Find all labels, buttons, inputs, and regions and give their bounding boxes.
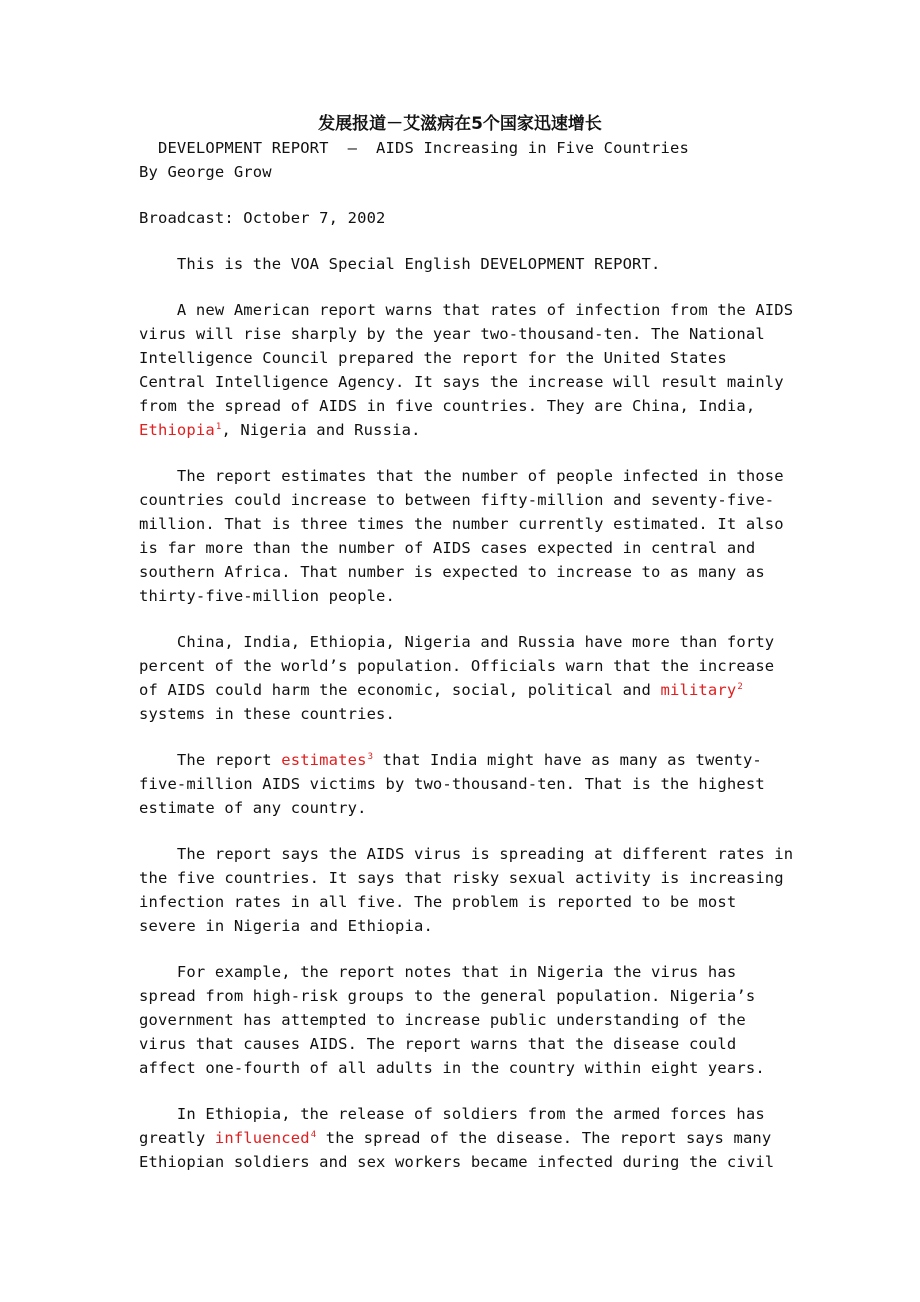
paragraph-line: government has attempted to increase public understanding of the	[139, 1011, 746, 1029]
vocab-link-estimates[interactable]: estimates	[281, 751, 367, 769]
paragraph-7	[139, 960, 799, 1080]
paragraph-line: countries could increase to between fifty-million and seventy-five-	[139, 491, 775, 509]
document-title: 发展报道－艾滋病在5个国家迅速增长	[318, 114, 602, 134]
paragraph-line: southern Africa. That number is expected to increase to as many as	[139, 563, 765, 581]
paragraph-line	[139, 678, 799, 702]
paragraph-5	[139, 748, 799, 820]
paragraph-line: is far more than the number of AIDS cases expected in central and	[139, 539, 756, 557]
paragraph-line: percent of the world’s population. Officials warn that the increase	[139, 657, 775, 675]
paragraph-line: systems in these countries.	[139, 705, 396, 723]
broadcast-date: Broadcast: October 7, 2002	[139, 209, 386, 227]
paragraph-3	[139, 464, 799, 608]
paragraph-line: spread from high-risk groups to the general population. Nigeria’s	[139, 987, 756, 1005]
vocab-link-military[interactable]: military	[660, 681, 737, 699]
byline: By George Grow	[139, 163, 272, 181]
subtitle: DEVELOPMENT REPORT – AIDS Increasing in Five Countries	[139, 139, 689, 157]
paragraph-line: affect one-fourth of all adults in the country within eight years.	[139, 1059, 765, 1077]
article-body	[139, 136, 799, 1174]
paragraph-line: The report says the AIDS virus is spreading at different rates in	[139, 845, 794, 863]
paragraph-4	[139, 630, 799, 726]
paragraph-line: infection rates in all five. The problem is reported to be most	[139, 893, 737, 911]
footnote-marker[interactable]: 3	[367, 752, 374, 762]
paragraph-6	[139, 842, 799, 938]
paragraph-text: greatly	[139, 1129, 215, 1147]
paragraph-line: the five countries. It says that risky sexual activity is increasing	[139, 869, 784, 887]
vocab-link-influenced[interactable]: influenced	[214, 1129, 310, 1147]
paragraph-line	[139, 418, 799, 442]
paragraph-line: Intelligence Council prepared the report for the United States	[139, 349, 727, 367]
paragraph-line	[139, 748, 799, 772]
paragraph-line: million. That is three times the number currently estimated. It also	[139, 515, 784, 533]
paragraph-line: from the spread of AIDS in five countries. They are China, India,	[139, 397, 756, 415]
footnote-marker[interactable]: 2	[737, 682, 743, 692]
paragraph-line: The report estimates that the number of people infected in those	[139, 467, 784, 485]
paragraph-text: , Nigeria and Russia.	[221, 421, 421, 439]
paragraph-line: five-million AIDS victims by two-thousand-ten. That is the highest	[139, 775, 765, 793]
paragraph-text: The report	[139, 751, 282, 769]
paragraph-line: thirty-five-million people.	[139, 587, 396, 605]
paragraph-line: This is the VOA Special English DEVELOPMENT REPORT.	[139, 255, 661, 273]
paragraph-line: China, India, Ethiopia, Nigeria and Russia have more than forty	[139, 633, 775, 651]
paragraph-line: For example, the report notes that in Nigeria the virus has	[139, 963, 737, 981]
paragraph-line: A new American report warns that rates of infection from the AIDS	[139, 301, 794, 319]
footnote-marker[interactable]: 4	[310, 1130, 317, 1140]
paragraph-2	[139, 298, 799, 442]
paragraph-line: severe in Nigeria and Ethiopia.	[139, 917, 433, 935]
paragraph-line: Ethiopian soldiers and sex workers became infected during the civil	[139, 1153, 775, 1171]
paragraph-line: Central Intelligence Agency. It says the increase will result mainly	[139, 373, 784, 391]
paragraph-8	[139, 1102, 799, 1174]
paragraph-text: the spread of the disease. The report says many	[316, 1129, 772, 1147]
paragraph-1	[139, 252, 799, 276]
footnote-marker[interactable]: 1	[215, 422, 222, 432]
paragraph-line	[139, 1126, 799, 1150]
paragraph-text: of AIDS could harm the economic, social, political and	[139, 681, 661, 699]
paragraph-line: In Ethiopia, the release of soldiers from the armed forces has	[139, 1105, 765, 1123]
paragraph-line: virus will rise sharply by the year two-thousand-ten. The National	[139, 325, 765, 343]
paragraph-line: virus that causes AIDS. The report warns that the disease could	[139, 1035, 737, 1053]
paragraph-line: estimate of any country.	[139, 799, 367, 817]
paragraph-text: that India might have as many as twenty-	[373, 751, 762, 769]
vocab-link-ethiopia[interactable]: Ethiopia	[139, 421, 215, 439]
